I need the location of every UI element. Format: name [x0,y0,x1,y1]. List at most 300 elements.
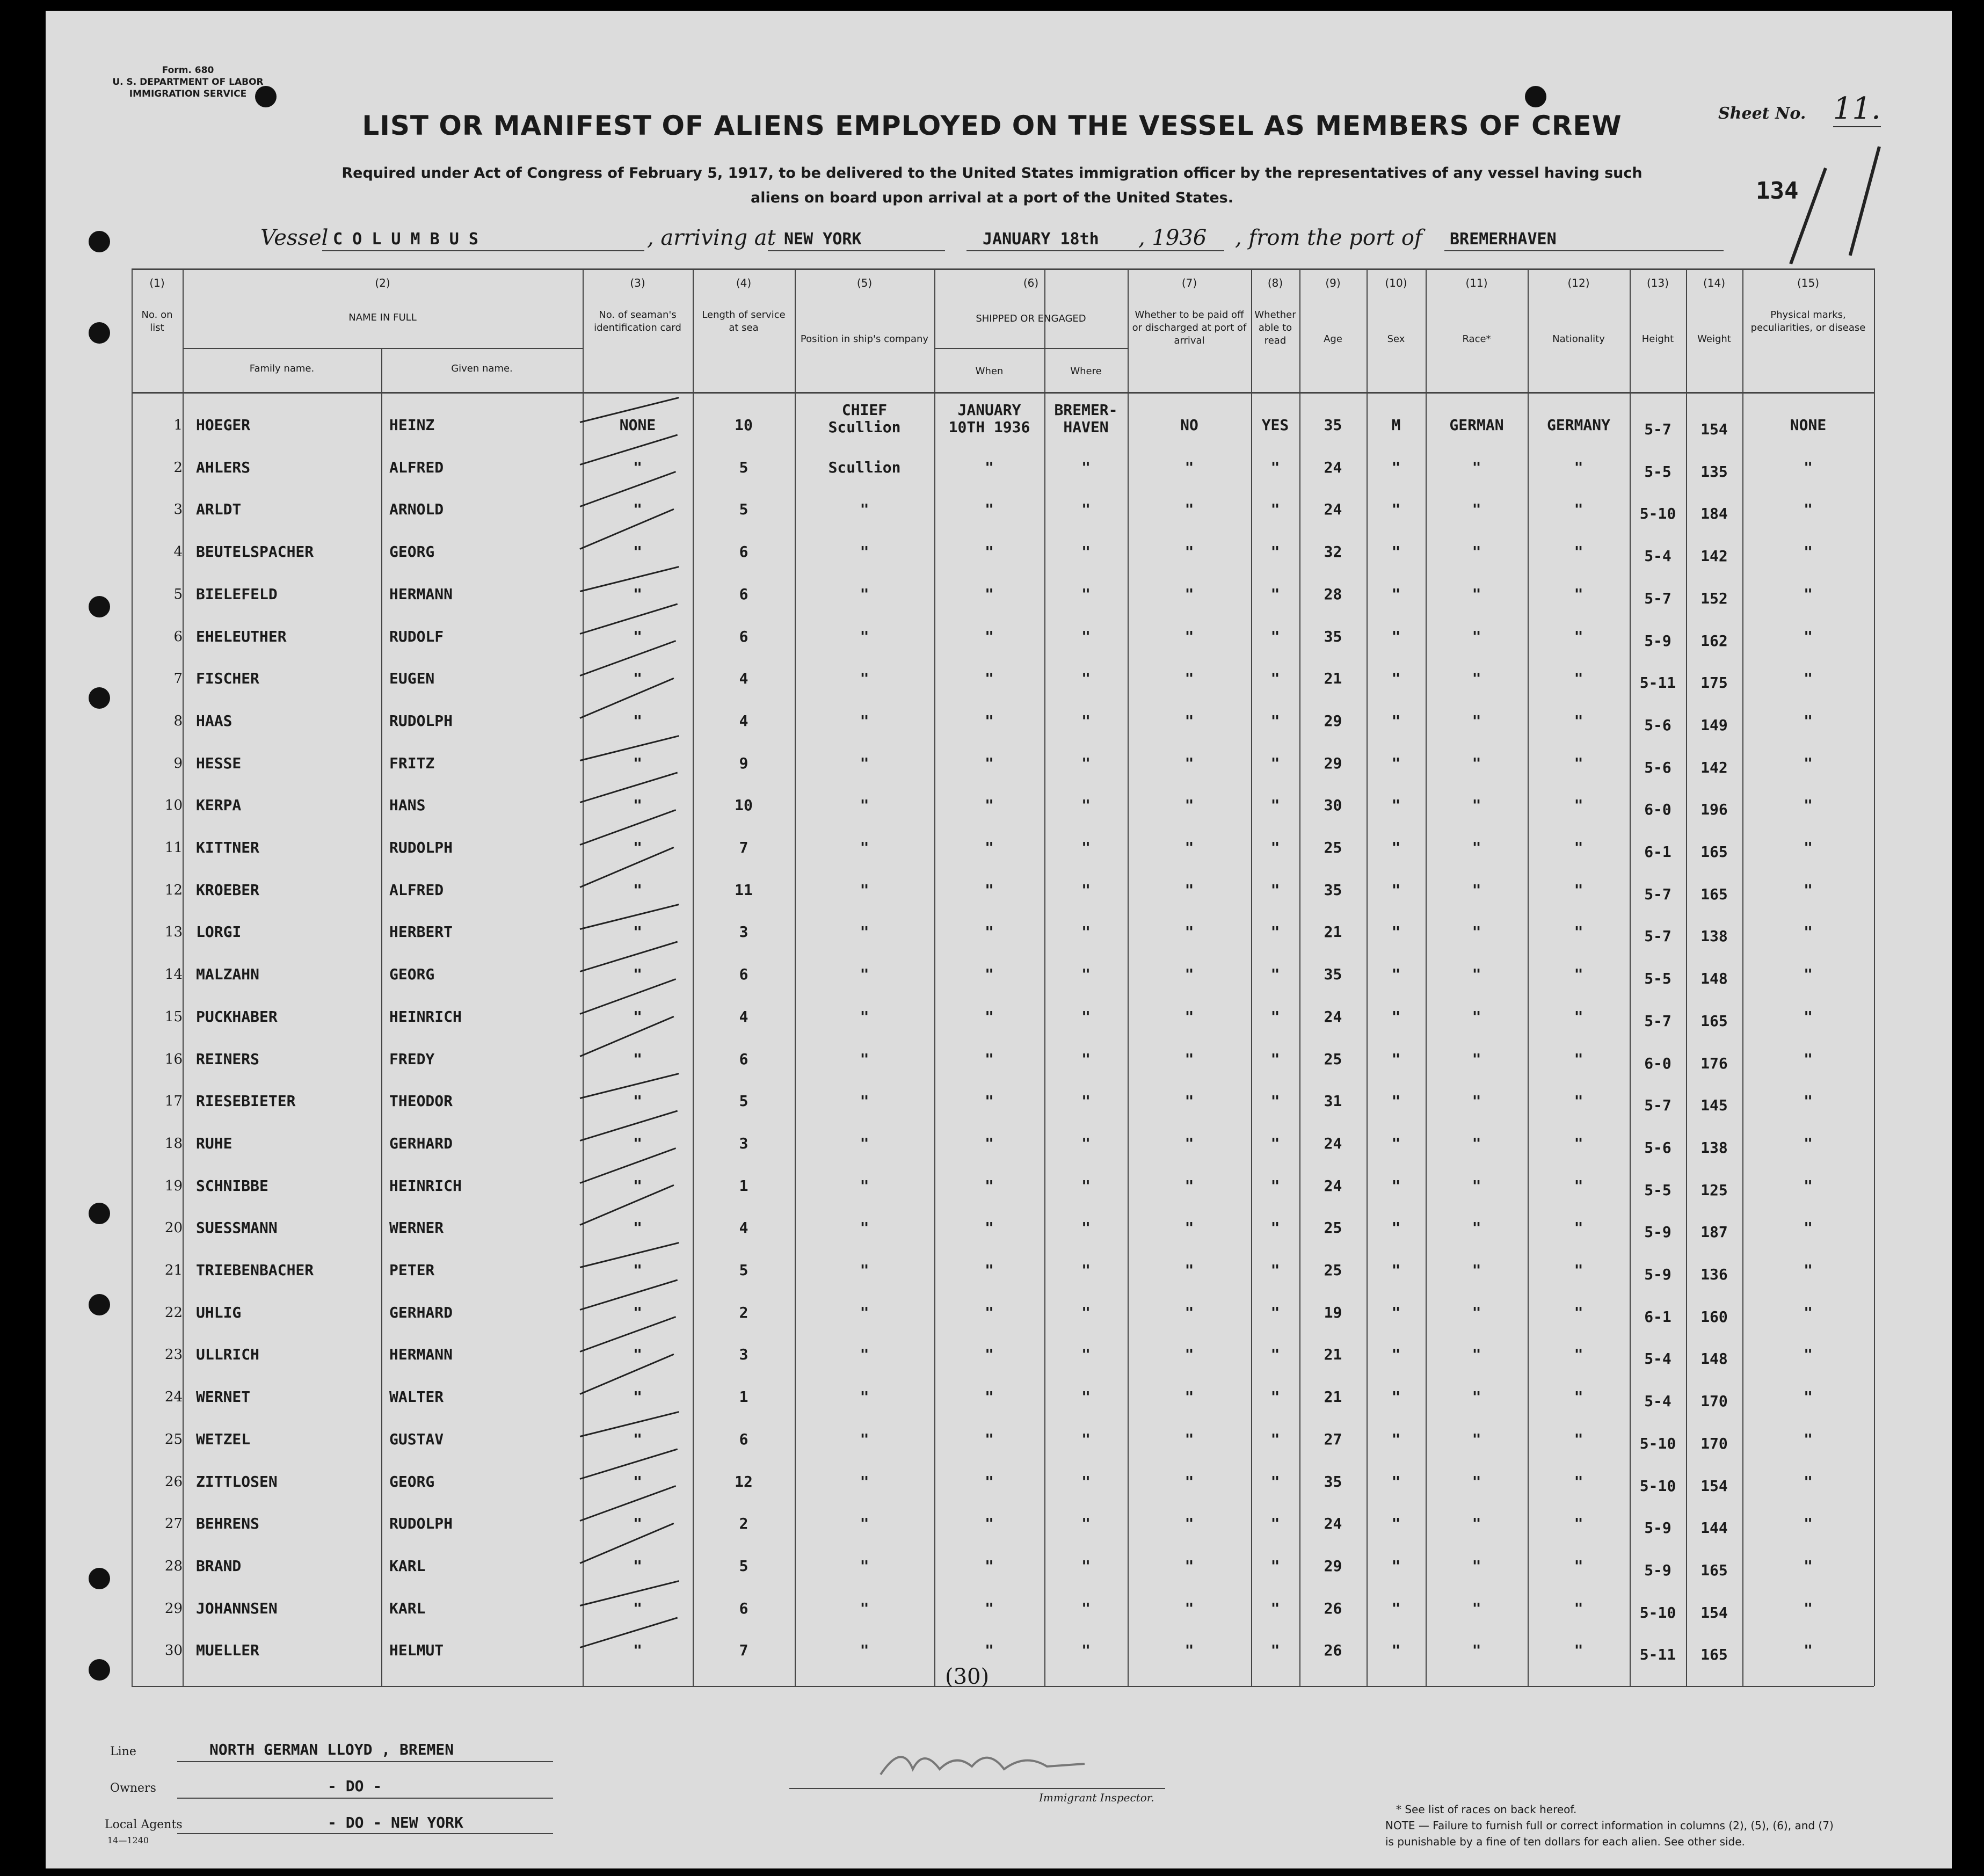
race-ditto: " [1472,712,1481,730]
physical-marks-ditto: " [1804,1135,1813,1152]
row-number: 13 [164,924,183,940]
row-number: 18 [164,1136,183,1152]
family-name: RIESEBIETER [196,1092,296,1110]
service-length: 3 [739,1135,748,1152]
position-ditto: " [860,839,869,856]
height: 5-5 [1644,970,1671,987]
able-to-read-ditto: " [1270,1050,1280,1068]
given-name: PETER [389,1261,435,1279]
race-ditto: " [1472,1388,1481,1406]
column-number-10: (10) [1385,277,1407,289]
position-ditto: " [860,585,869,603]
family-name: BEHRENS [196,1515,260,1532]
service-length: 6 [739,628,748,645]
note-line-1: NOTE — Failure to furnish full or correct information in columns (2), (5), (6), and (7) [1385,1819,1834,1832]
row-number: 17 [164,1093,183,1109]
race-ditto: " [1472,839,1481,856]
sex-ditto: " [1391,1092,1401,1110]
paid-off-ditto: " [1184,1177,1194,1195]
weight: 149 [1700,716,1728,734]
line-value: NORTH GERMAN LLOYD , BREMEN [209,1741,454,1758]
sex-ditto: " [1391,1008,1401,1026]
given-name: ALFRED [389,881,444,899]
weight: 160 [1700,1308,1728,1326]
age: 30 [1324,796,1342,814]
able-to-read-ditto: " [1270,839,1280,856]
weight: 162 [1700,632,1728,650]
service-length: 6 [739,585,748,603]
able-to-read-ditto: " [1270,585,1280,603]
able-to-read-ditto: " [1270,1599,1280,1617]
paid-off-ditto: " [1184,1219,1194,1237]
family-name: HOEGER [196,416,251,434]
sex-ditto: " [1391,712,1401,730]
service-length: 4 [739,712,748,730]
age: 32 [1324,543,1342,561]
paid-off-ditto: " [1184,585,1194,603]
signature-line [789,1788,1165,1789]
arrival-port: NEW YORK [784,230,862,249]
able-to-read-ditto: " [1270,1557,1280,1575]
row-number: 10 [164,797,183,813]
nationality-ditto: " [1574,1135,1583,1152]
column-header-2: NAME IN FULL [348,312,417,323]
race-ditto: " [1472,796,1481,814]
family-name: PUCKHABER [196,1008,278,1026]
position-ditto: " [860,1219,869,1237]
column-header-9: Age [1324,333,1342,345]
shipped-when-ditto: " [985,881,994,899]
id-card-ditto: " [633,1261,642,1279]
service-length: 4 [739,1008,748,1026]
shipped-when-ditto: " [985,1557,994,1575]
inspector-label: Immigrant Inspector. [1039,1791,1154,1804]
family-name: ARLDT [196,500,242,518]
race-ditto: " [1472,1092,1481,1110]
form-identifier [107,64,268,100]
row-number: 1 [173,417,183,433]
age: 35 [1324,965,1342,983]
age: 19 [1324,1304,1342,1321]
able-to-read-ditto: " [1270,1515,1280,1532]
physical-marks-ditto: " [1804,500,1813,518]
binder-hole [89,1568,110,1589]
able-to-read-ditto: " [1270,628,1280,645]
shipped-when-ditto: " [985,1515,994,1532]
race-ditto: " [1472,1304,1481,1321]
paid-off-ditto: " [1184,1430,1194,1448]
family-name: KITTNER [196,839,260,856]
given-name: HERBERT [389,923,453,941]
grid-line [183,268,184,1686]
column-header-15: Physical marks, peculiarities, or disease [1750,309,1866,333]
given-name: HELMUT [389,1641,444,1659]
sex-ditto: " [1391,881,1401,899]
paid-off-ditto: " [1184,1261,1194,1279]
physical-marks-ditto: " [1804,1346,1813,1363]
sex-ditto: " [1391,670,1401,687]
height: 6-0 [1644,801,1671,818]
physical-marks-ditto: " [1804,670,1813,687]
height: 5-7 [1644,885,1671,903]
physical-marks-ditto: " [1804,923,1813,941]
weight: 165 [1700,843,1728,861]
when-header: When [975,366,1004,377]
given-name: FREDY [389,1050,435,1068]
arrival-date: JANUARY 18th [983,230,1099,249]
nationality-ditto: " [1574,1219,1583,1237]
height: 5-7 [1644,927,1671,945]
race-ditto: " [1472,670,1481,687]
age: 21 [1324,1388,1342,1406]
height: 5-7 [1644,420,1671,438]
agents-value: - DO - NEW YORK [328,1814,463,1831]
given-name: ALFRED [389,459,444,476]
age: 26 [1324,1641,1342,1659]
family-name: SUESSMANN [196,1219,278,1237]
physical-marks-ditto: " [1804,965,1813,983]
binder-hole [89,322,110,344]
where-header: Where [1070,366,1102,377]
id-card-ditto: " [633,1050,642,1068]
sex-ditto: " [1391,839,1401,856]
race-ditto: " [1472,923,1481,941]
underline [966,250,1224,251]
shipped-where-ditto: " [1081,839,1091,856]
column-header-12: Nationality [1552,333,1605,345]
nationality-ditto: " [1574,1430,1583,1448]
row-number: 22 [164,1305,183,1321]
weight: 136 [1700,1266,1728,1283]
weight: 152 [1700,590,1728,607]
paid-off-ditto: " [1184,1092,1194,1110]
position-ditto: " [860,1092,869,1110]
shipped-when-ditto: " [985,1261,994,1279]
nationality-ditto: " [1574,754,1583,772]
position-ditto: " [860,881,869,899]
race-ditto: " [1472,1641,1481,1659]
shipped-when-ditto: " [985,1219,994,1237]
row-number: 7 [173,671,183,687]
sheet-stamp: 134 [1756,177,1799,205]
weight: 165 [1700,1646,1728,1663]
sex-ditto: " [1391,585,1401,603]
binder-hole [89,596,110,617]
nationality-ditto: " [1574,1641,1583,1659]
given-name: RUDOLPH [389,839,453,856]
id-card-ditto: " [633,754,642,772]
nationality-ditto: " [1574,881,1583,899]
service-length: 4 [739,670,748,687]
shipped-where-ditto: " [1081,1050,1091,1068]
height: 6-1 [1644,1308,1671,1326]
id-card-ditto: " [633,1473,642,1490]
height: 5-9 [1644,1519,1671,1537]
race-ditto: " [1472,754,1481,772]
nationality-ditto: " [1574,670,1583,687]
sex: M [1391,416,1401,434]
row-number: 15 [164,1009,183,1025]
column-number-7: (7) [1181,277,1197,289]
position: Scullion [828,459,901,476]
shipped-when-ditto: " [985,670,994,687]
id-card-ditto: " [633,881,642,899]
able-to-read-ditto: " [1270,965,1280,983]
height: 5-9 [1644,632,1671,650]
able-to-read-ditto: " [1270,1430,1280,1448]
weight: 148 [1700,1350,1728,1368]
age: 35 [1324,881,1342,899]
height: 5-7 [1644,590,1671,607]
family-name: JOHANNSEN [196,1599,278,1617]
able-to-read-ditto: " [1270,796,1280,814]
column-number-3: (3) [630,277,645,289]
shipped-where-ditto: " [1081,1261,1091,1279]
shipped-when-ditto: " [985,543,994,561]
age: 21 [1324,1346,1342,1363]
sex-ditto: " [1391,1219,1401,1237]
column-number-8: (8) [1267,277,1283,289]
able-to-read-ditto: " [1270,1135,1280,1152]
position-ditto: " [860,1557,869,1575]
nationality-ditto: " [1574,1177,1583,1195]
sex-ditto: " [1391,1304,1401,1321]
race-ditto: " [1472,1050,1481,1068]
sex-ditto: " [1391,1515,1401,1532]
family-name: WERNET [196,1388,251,1406]
nationality-ditto: " [1574,1008,1583,1026]
given-name: RUDOLPH [389,712,453,730]
grid-line [132,392,1874,394]
sex-ditto: " [1391,500,1401,518]
physical-marks-ditto: " [1804,881,1813,899]
paid-off-ditto: " [1184,1515,1194,1532]
family-name: REINERS [196,1050,260,1068]
given-name: ARNOLD [389,500,444,518]
service-length: 12 [735,1473,753,1490]
given-name: RUDOLPH [389,1515,453,1532]
position-ditto: " [860,1135,869,1152]
height: 6-0 [1644,1055,1671,1072]
grid-line [132,268,133,1686]
race-ditto: " [1472,1135,1481,1152]
column-header-13: Height [1641,333,1674,345]
id-card-ditto: " [633,585,642,603]
height: 5-9 [1644,1223,1671,1241]
shipped-where: HAVEN [1063,418,1109,436]
able-to-read-ditto: " [1270,923,1280,941]
race-ditto: " [1472,1177,1481,1195]
column-header-11: Race* [1462,333,1491,345]
shipped-where-ditto: " [1081,1641,1091,1659]
able-to-read-ditto: " [1270,543,1280,561]
service-length: 6 [739,965,748,983]
shipped-when-ditto: " [985,585,994,603]
shipped-where-ditto: " [1081,1219,1091,1237]
weight: 148 [1700,970,1728,987]
position-ditto: " [860,965,869,983]
paid-off-ditto: " [1184,839,1194,856]
age: 26 [1324,1599,1342,1617]
given-name: WALTER [389,1388,444,1406]
position-ditto: " [860,1388,869,1406]
shipped-when-ditto: " [985,796,994,814]
race-ditto: " [1472,1557,1481,1575]
family-name: TRIEBENBACHER [196,1261,314,1279]
column-number-4: (4) [736,277,752,289]
position-ditto: " [860,1304,869,1321]
shipped-when-ditto: " [985,965,994,983]
row-number: 29 [164,1601,183,1617]
sheet-number-value: 11. [1833,91,1881,126]
row-number: 20 [164,1220,183,1236]
given-name: HERMANN [389,585,453,603]
shipped-when-ditto: " [985,1050,994,1068]
race-ditto: " [1472,1599,1481,1617]
shipped-where-ditto: " [1081,1599,1091,1617]
shipped-where-ditto: " [1081,1177,1091,1195]
family-name: UHLIG [196,1304,242,1321]
id-card-ditto: " [633,1304,642,1321]
able-to-read: YES [1261,416,1289,434]
nationality-ditto: " [1574,459,1583,476]
physical-marks-ditto: " [1804,1092,1813,1110]
given-name: GERHARD [389,1135,453,1152]
shipped-when-ditto: " [985,1008,994,1026]
race-ditto: " [1472,1261,1481,1279]
sheet-number-label: Sheet No. [1718,104,1806,123]
underline [768,250,945,251]
row-number: 12 [164,882,183,898]
family-name: MUELLER [196,1641,260,1659]
id-card-ditto: " [633,670,642,687]
paid-off-ditto: " [1184,923,1194,941]
position-ditto: " [860,543,869,561]
id-card-ditto: " [633,628,642,645]
physical-marks-ditto: " [1804,1261,1813,1279]
weight: 154 [1700,1477,1728,1495]
family-name: KERPA [196,796,242,814]
position: Scullion [828,418,901,436]
sex-ditto: " [1391,628,1401,645]
paid-off-ditto: " [1184,1346,1194,1363]
able-to-read-ditto: " [1270,1261,1280,1279]
weight: 196 [1700,801,1728,818]
id-card-ditto: " [633,543,642,561]
id-card-ditto: " [633,1219,642,1237]
shipped-where-ditto: " [1081,628,1091,645]
row-number: 5 [173,586,183,602]
paid-off: NO [1180,416,1198,434]
service-length: 2 [739,1304,748,1321]
weight: 175 [1700,674,1728,692]
column-number-2: (2) [375,277,390,289]
sex-ditto: " [1391,923,1401,941]
position-ditto: " [860,500,869,518]
nationality-ditto: " [1574,923,1583,941]
height: 5-6 [1644,759,1671,776]
family-name: KROEBER [196,881,260,899]
row-number: 8 [173,713,183,729]
id-card-ditto: " [633,923,642,941]
family-name: HESSE [196,754,242,772]
height: 5-6 [1644,1139,1671,1157]
paid-off-ditto: " [1184,1599,1194,1617]
age: 24 [1324,500,1342,518]
inspector-signature [870,1737,1095,1785]
shipped-where-ditto: " [1081,459,1091,476]
service-length: 5 [739,500,748,518]
family-name: BIELEFELD [196,585,278,603]
paid-off-ditto: " [1184,1473,1194,1490]
physical-marks-ditto: " [1804,628,1813,645]
grid-line [132,268,1874,270]
weight: 154 [1700,1604,1728,1621]
column-number-5: (5) [856,277,873,289]
given-name: GUSTAV [389,1430,444,1448]
age: 25 [1324,839,1342,856]
id-card-ditto: " [633,1177,642,1195]
subtitle-text: Required under Act of Congress of February 5, 1917, to be delivered to the United States immigration officer by the representatives of any vessel having such aliens on board upon arrival at a port of the United States. [341,165,1643,206]
able-to-read-ditto: " [1270,1388,1280,1406]
race-ditto: " [1472,500,1481,518]
nationality-ditto: " [1574,1557,1583,1575]
id-card-ditto: " [633,1641,642,1659]
row-number: 25 [164,1431,183,1448]
age: 25 [1324,1219,1342,1237]
shipped-when-ditto: " [985,839,994,856]
row-number: 26 [164,1474,183,1490]
weight: 154 [1700,420,1728,438]
shipped-when: JANUARY [957,401,1021,419]
able-to-read-ditto: " [1270,670,1280,687]
shipped-where-ditto: " [1081,1515,1091,1532]
given-name: GERHARD [389,1304,453,1321]
row-number: 3 [173,501,183,518]
paid-off-ditto: " [1184,1557,1194,1575]
weight: 145 [1700,1096,1728,1114]
row-number: 4 [173,544,183,560]
id-card-ditto: " [633,839,642,856]
able-to-read-ditto: " [1270,1219,1280,1237]
total-count: (30) [945,1664,990,1689]
sex-ditto: " [1391,754,1401,772]
paid-off-ditto: " [1184,965,1194,983]
paid-off-ditto: " [1184,796,1194,814]
service-length: 6 [739,1430,748,1448]
nationality-ditto: " [1574,1261,1583,1279]
weight: 184 [1700,505,1728,522]
position-ditto: " [860,628,869,645]
row-number: 27 [164,1516,183,1532]
race-ditto: " [1472,628,1481,645]
given-name: WERNER [389,1219,444,1237]
from-port-label: , from the port of [1235,226,1422,250]
height: 5-6 [1644,716,1671,734]
id-card-ditto: " [633,1599,642,1617]
position-ditto: " [860,670,869,687]
height: 5-5 [1644,1181,1671,1199]
able-to-read-ditto: " [1270,1641,1280,1659]
age: 25 [1324,1050,1342,1068]
shipped-where-ditto: " [1081,796,1091,814]
shipped-where-ditto: " [1081,1346,1091,1363]
row-number: 28 [164,1558,183,1574]
position-ditto: " [860,923,869,941]
sex-ditto: " [1391,1430,1401,1448]
physical-marks-ditto: " [1804,1473,1813,1490]
service-length: 6 [739,1599,748,1617]
